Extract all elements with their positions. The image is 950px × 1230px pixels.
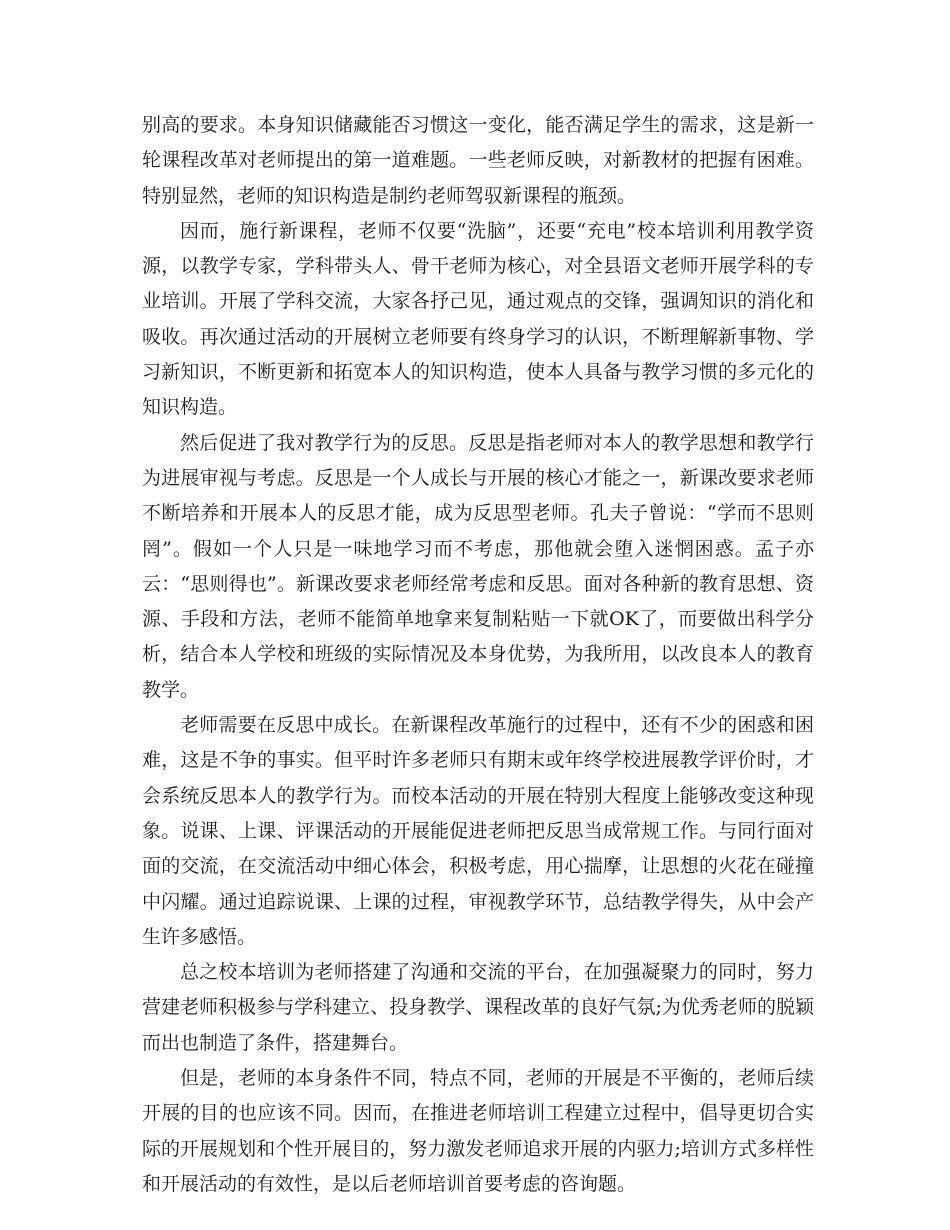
paragraph: 老师需要在反思中成长。在新课程改革施行的过程中，还有不少的困惑和困难，这是不争的事实。但平时许多老师只有期末或年终学校进展教学评价时，才会系统反思本人的教学行为。而校本活动的开展在特别大程度上能够改变这种现象。说课、上课、评课活动的开展能促进老师把反思当成常规工作。与同行面对面的交流，在交流活动中细心体会，积极考虑，用心揣摩，让思想的火花在碰撞中闪耀。通过追踪说课、上课的过程，审视教学环节，总结教学得失，从中会产生许多感悟。 bbox=[142, 714, 814, 948]
paragraph-continued: 别高的要求。本身知识储藏能否习惯这一变化，能否满足学生的需求，这是新一轮课程改革对老师提出的第一道难题。一些老师反映，对新教材的把握有困难。特别显然，老师的知识构造是制约老师驾驭新课程的瓶颈。 bbox=[142, 114, 814, 207]
paragraph: 总之校本培训为老师搭建了沟通和交流的平台，在加强凝聚力的同时，努力营建老师积极参与学科建立、投身教学、课程改革的良好气氛;为优秀老师的脱颖而出也制造了条件，搭建舞台。 bbox=[142, 961, 814, 1054]
paragraph: 然后促进了我对教学行为的反思。反思是指老师对本人的教学思想和教学行为进展审视与考虑。反思是一个人成长与开展的核心才能之一，新课改要求老师不断培养和开展本人的反思才能，成为反思型老师。孔夫子曾说：“学而不思则罔”。假如一个人只是一味地学习而不考虑，那他就会堕入迷惘困惑。孟子亦云：“思则得也”。新课改要求老师经常考虑和反思。面对各种新的教育思想、资源、手段和方法，老师不能简单地拿来复制粘贴一下就OK了，而要做出科学分析，结合本人学校和班级的实际情况及本身优势，为我所用，以改良本人的教育教学。 bbox=[142, 431, 814, 701]
paragraph: 但是，老师的本身条件不同，特点不同，老师的开展是不平衡的，老师后续开展的目的也应该不同。因而，在推进老师培训工程建立过程中，倡导更切合实际的开展规划和个性开展目的，努力激发老师追求开展的内驱力;培训方式多样性和开展活动的有效性，是以后老师培训首要考虑的咨询题。 bbox=[142, 1067, 814, 1195]
document-body bbox=[142, 108, 814, 1202]
paragraph: 因而，施行新课程，老师不仅要“洗脑”，还要“充电”校本培训利用教学资源，以教学专家，学科带头人、骨干老师为核心，对全县语文老师开展学科的专业培训。开展了学科交流，大家各抒己见，通过观点的交锋，强调知识的消化和吸收。再次通过活动的开展树立老师要有终身学习的认识，不断理解新事物、学习新知识，不断更新和拓宽本人的知识构造，使本人具备与教学习惯的多元化的知识构造。 bbox=[142, 219, 814, 419]
